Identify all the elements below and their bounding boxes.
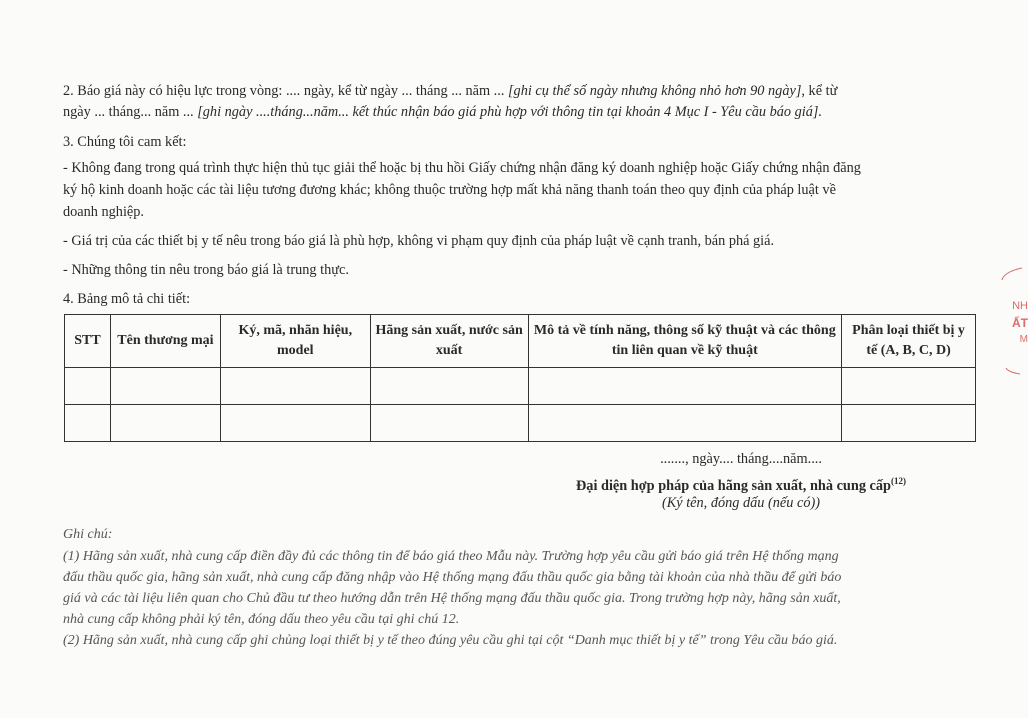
table-cell[interactable] (842, 368, 976, 405)
stamp-text: NH (1012, 300, 1028, 312)
note-line: nhà cung cấp không phải ký tên, đóng dấu theo yêu cầu tại ghi chú 12. (63, 612, 460, 627)
col-description: Mô tả về tính năng, thông số kỹ thuật và các thông tin liên quan về kỹ thuật (528, 315, 842, 368)
col-model: Ký, mã, nhãn hiệu, model (220, 315, 370, 368)
table-cell[interactable] (65, 368, 111, 405)
commitment-line: ký hộ kinh doanh hoặc các tài liệu tương đương khác; không thuộc trường hợp mất khả năng thanh toán theo quy định của pháp luật về (63, 182, 836, 198)
commitment-heading: 3. Chúng tôi cam kết: (63, 134, 187, 150)
table-cell[interactable] (528, 368, 842, 405)
detail-table (64, 314, 976, 442)
commitment-line: - Giá trị của các thiết bị y tế nêu trong báo giá là phù hợp, không vi phạm quy định của pháp luật về cạnh tranh, bán phá giá. (63, 233, 775, 249)
table-cell[interactable] (110, 405, 220, 442)
validity-line-2: ngày ... tháng... năm ... [ghi ngày ....tháng...năm... kết thúc nhận báo giá phù hợp với thông tin tại khoản 4 Mục I - Yêu cầu báo giá]. (63, 104, 823, 120)
table-cell[interactable] (528, 405, 842, 442)
table-cell[interactable] (110, 368, 220, 405)
signature-date: ......., ngày.... tháng....năm.... (660, 451, 822, 467)
col-trade-name: Tên thương mại (110, 315, 220, 368)
commitment-line: - Những thông tin nêu trong báo giá là trung thực. (63, 262, 349, 278)
table-cell[interactable] (842, 405, 976, 442)
note-line: (1) Hãng sản xuất, nhà cung cấp điền đầy đủ các thông tin để báo giá theo Mẫu này. Trường hợp yêu cầu gửi báo giá trên Hệ thống mạng (63, 549, 839, 564)
stamp-text: ẤT (1012, 316, 1028, 330)
col-manufacturer: Hãng sản xuất, nước sản xuất (370, 315, 528, 368)
note-line: giá và các tài liệu liên quan cho Chủ đầu tư theo hướng dẫn trên Hệ thống mạng đấu thầu quốc gia. Trong trường hợp này, hãng sản xuất, (63, 591, 841, 606)
red-stamp-edge (994, 262, 1028, 382)
table-row (65, 405, 976, 442)
commitment-line: - Không đang trong quá trình thực hiện thủ tục giải thể hoặc bị thu hồi Giấy chứng nhận đăng ký doanh nghiệp hoặc Giấy chứng nhận đăng (63, 160, 861, 176)
signature-note: (Ký tên, đóng dấu (nếu có)) (661, 495, 820, 511)
table-header-row (65, 315, 976, 368)
note-line: đấu thầu quốc gia, hãng sản xuất, nhà cung cấp đăng nhập vào Hệ thống mạng đấu thầu quốc gia bằng tài khoản của nhà thầu để gửi báo (63, 570, 842, 585)
col-classification: Phân loại thiết bị y tế (A, B, C, D) (842, 315, 976, 368)
note-line: (2) Hãng sản xuất, nhà cung cấp ghi chủng loại thiết bị y tế theo đúng yêu cầu ghi tại cột “Danh mục thiết bị y tế” trong Yêu cầu báo giá. (63, 633, 838, 648)
commitment-line: doanh nghiệp. (63, 204, 144, 220)
table-row (65, 368, 976, 405)
validity-line-1: 2. Báo giá này có hiệu lực trong vòng: .... ngày, kể từ ngày ... tháng ... năm ... [ghi cụ thể số ngày nhưng không nhỏ hơn 90 ngày], kể từ (63, 83, 838, 99)
table-cell[interactable] (220, 405, 370, 442)
stamp-text: M (1019, 334, 1028, 345)
notes-heading: Ghi chú: (63, 527, 113, 542)
detail-table-heading: 4. Bảng mô tả chi tiết: (63, 291, 191, 307)
table-cell[interactable] (370, 368, 528, 405)
col-stt: STT (65, 315, 111, 368)
table-cell[interactable] (370, 405, 528, 442)
table-cell[interactable] (220, 368, 370, 405)
table-cell[interactable] (65, 405, 111, 442)
signature-title: Đại diện hợp pháp của hãng sản xuất, nhà cung cấp$^{(12)}$ (575, 476, 906, 494)
